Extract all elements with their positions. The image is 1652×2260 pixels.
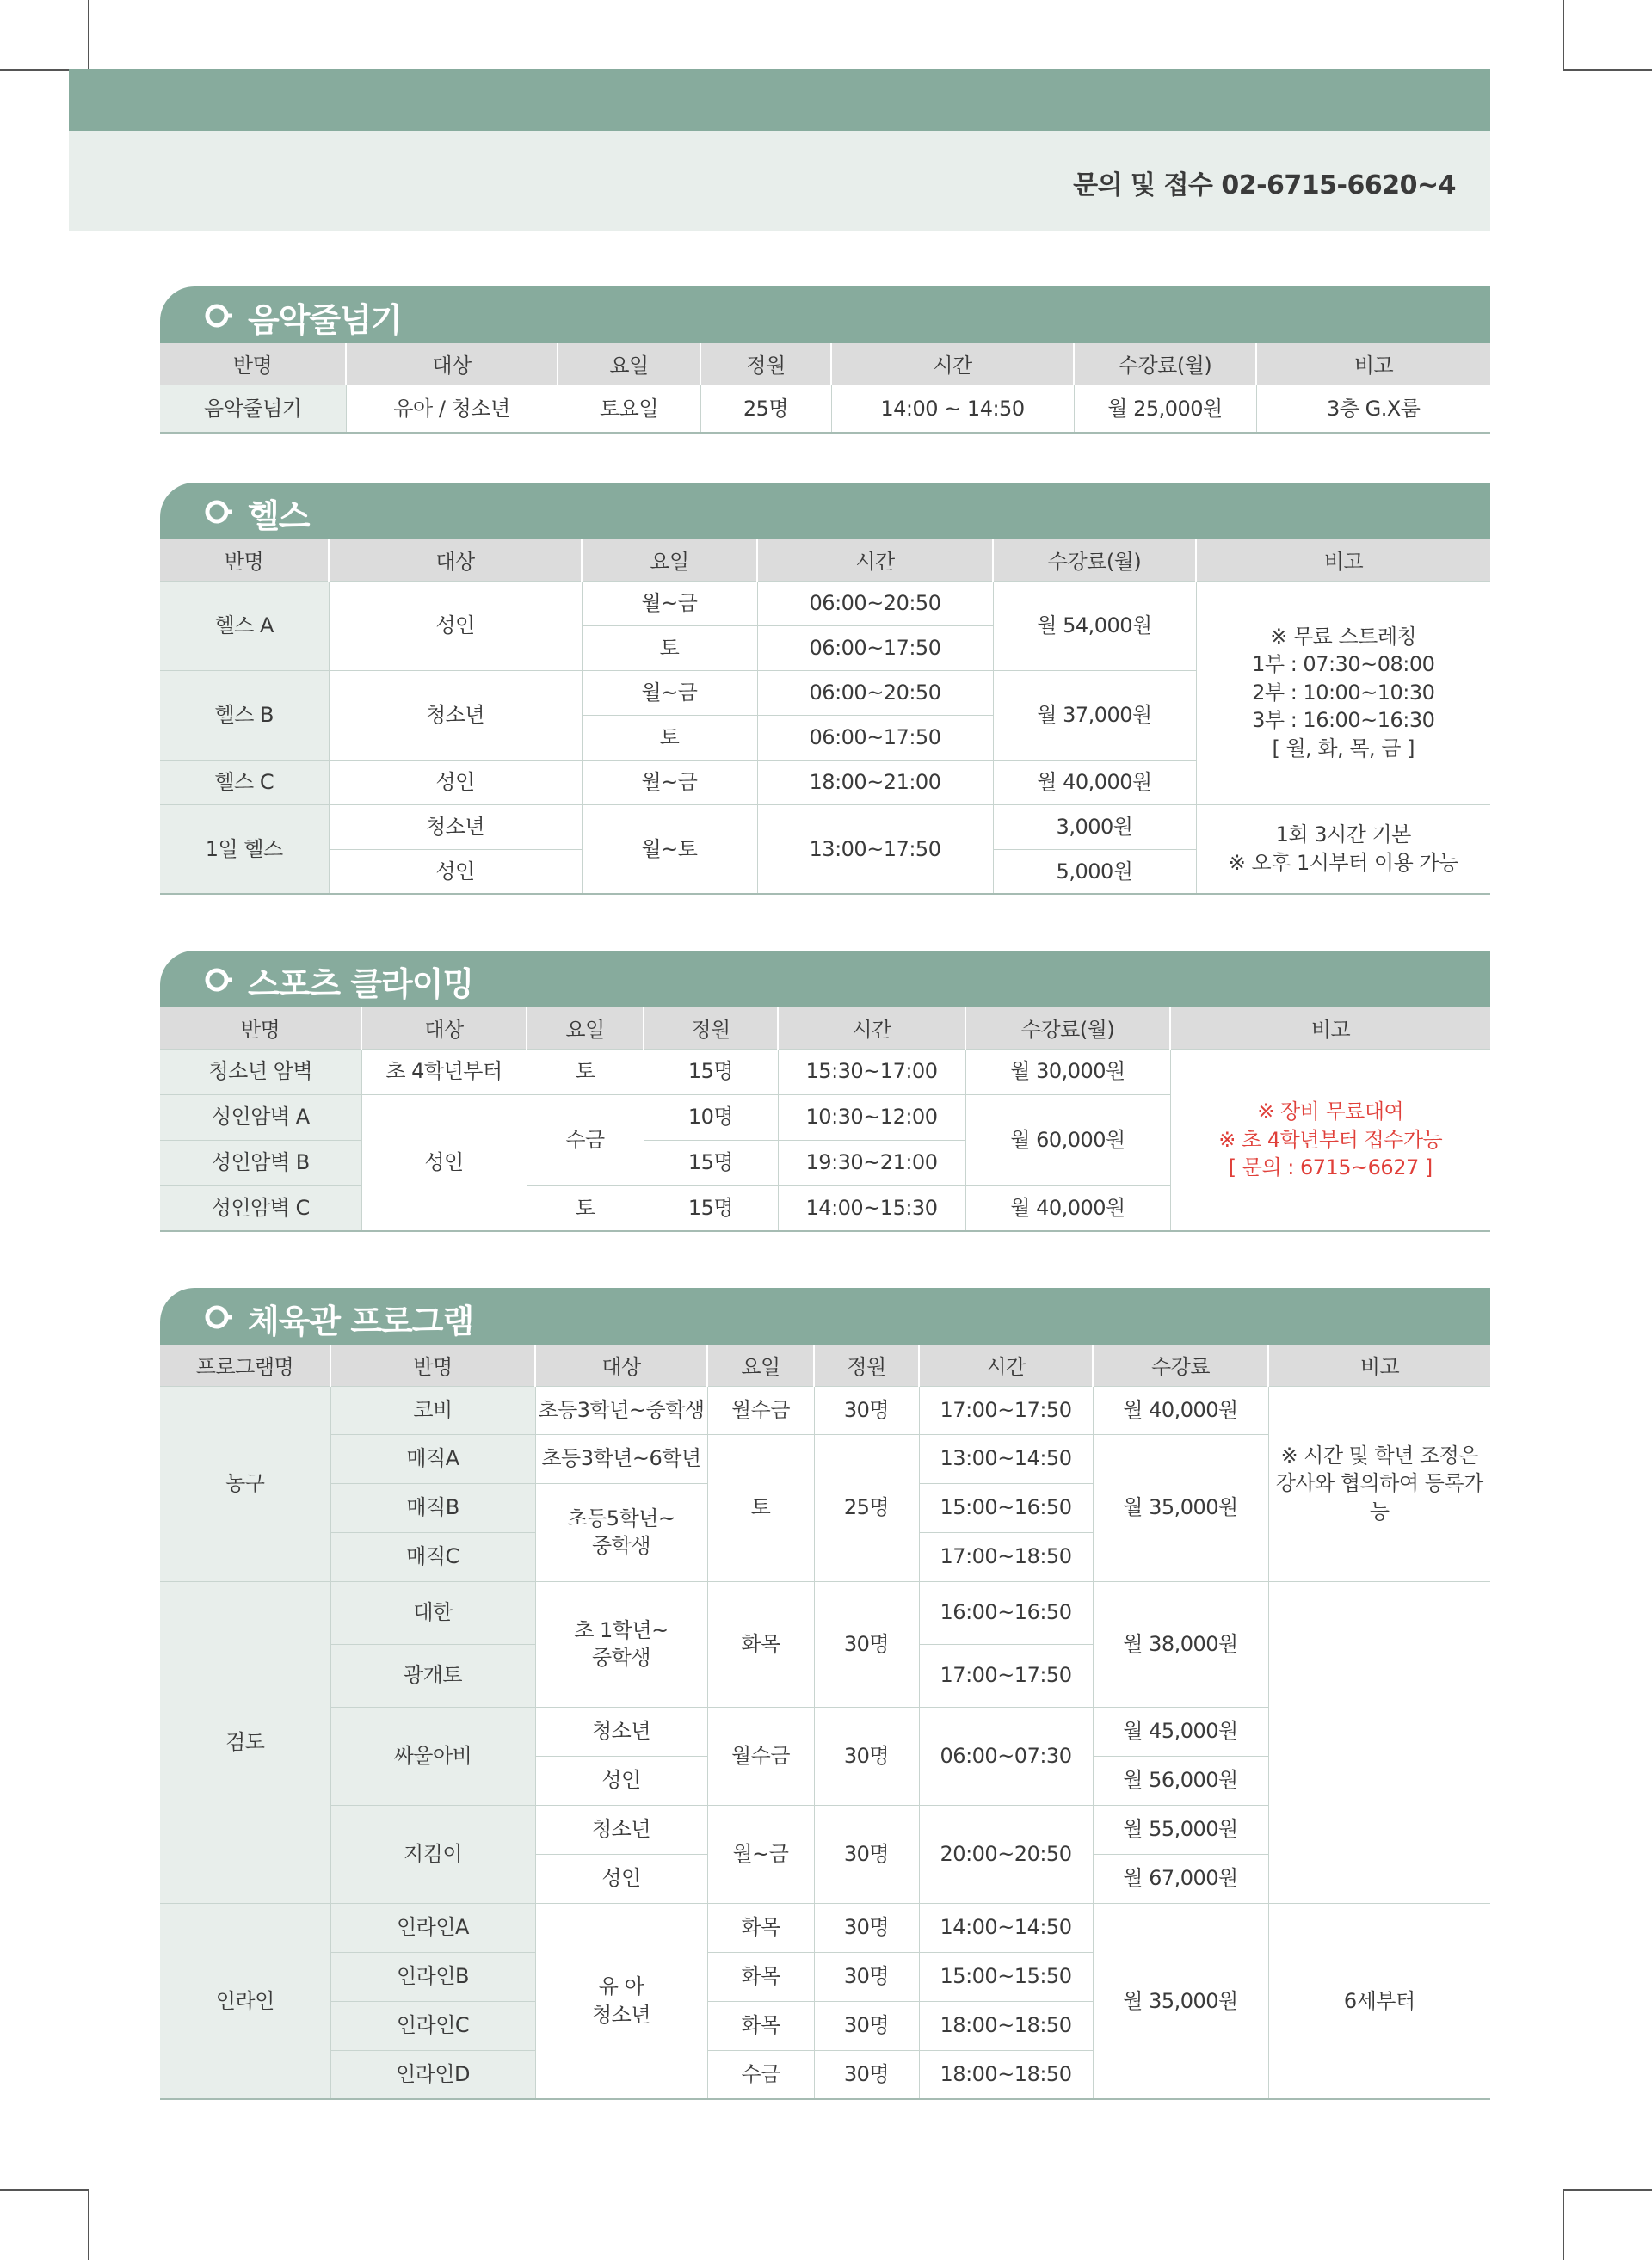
oneday-note xyxy=(1196,804,1490,894)
note-line: ※ 초 4학년부터 접수가능 xyxy=(1218,1127,1443,1152)
class-name: 광개토 xyxy=(330,1644,535,1707)
fee: 월 67,000원 xyxy=(1093,1854,1268,1903)
capacity: 30명 xyxy=(814,1707,919,1805)
target: 성인 xyxy=(329,581,582,670)
note-line: ※ 오후 1시부터 이용 가능 xyxy=(1228,850,1458,875)
class-name: 매직C xyxy=(330,1532,535,1581)
program-name: 농구 xyxy=(160,1386,330,1581)
note-line: ※ 시간 및 학년 조정은 xyxy=(1280,1443,1479,1468)
capacity: 15명 xyxy=(644,1185,778,1231)
day: 월~금 xyxy=(582,760,757,804)
section-title: 체육관 프로그램 xyxy=(248,1302,474,1340)
time: 18:00~18:50 xyxy=(919,2050,1093,2099)
crop-mark xyxy=(1563,2189,1564,2260)
header-cell: 시간 xyxy=(757,539,993,581)
time: 14:00~14:50 xyxy=(919,1903,1093,1952)
target: 초 4학년부터 xyxy=(361,1049,527,1094)
day: 화목 xyxy=(707,1903,814,1952)
header-cell: 수강료 xyxy=(1093,1345,1268,1386)
time: 17:00~17:50 xyxy=(919,1386,1093,1434)
target-line: 중학생 xyxy=(591,1534,651,1558)
crop-mark xyxy=(88,2189,89,2260)
climbing-table xyxy=(160,1007,1490,1232)
kendo-note xyxy=(1268,1581,1490,1903)
note-line: 강사와 협의하여 등록가능 xyxy=(1275,1471,1483,1524)
capacity: 30명 xyxy=(814,2001,919,2050)
circle-arrow-icon xyxy=(205,1303,232,1331)
time: 15:30~17:00 xyxy=(778,1049,965,1094)
header-cell: 정원 xyxy=(814,1345,919,1386)
header-cell: 요일 xyxy=(558,343,700,385)
header-cell: 요일 xyxy=(582,539,757,581)
header-cell: 수강료(월) xyxy=(1074,343,1256,385)
capacity: 10명 xyxy=(644,1094,778,1140)
header-cell: 반명 xyxy=(160,539,329,581)
section-jumprope xyxy=(160,286,1490,434)
capacity: 30명 xyxy=(814,1952,919,2001)
header-cell: 시간 xyxy=(831,343,1074,385)
table-row xyxy=(160,1903,1490,1952)
crop-mark xyxy=(0,2189,89,2191)
time: 17:00~17:50 xyxy=(919,1644,1093,1707)
target-line: 중학생 xyxy=(591,1646,651,1670)
circle-arrow-icon xyxy=(205,498,232,526)
target xyxy=(535,1903,707,2099)
table-header-row xyxy=(160,539,1490,581)
time: 15:00~16:50 xyxy=(919,1483,1093,1532)
target: 청소년 xyxy=(535,1805,707,1854)
target xyxy=(535,1483,707,1581)
class-name: 헬스 A xyxy=(160,581,329,670)
time: 17:00~18:50 xyxy=(919,1532,1093,1581)
header-cell: 비고 xyxy=(1268,1345,1490,1386)
time: 06:00~17:50 xyxy=(757,715,993,760)
basketball-note xyxy=(1268,1386,1490,1581)
table-row xyxy=(160,1386,1490,1434)
target-line: 유 아 xyxy=(598,1974,644,1999)
time: 13:00~14:50 xyxy=(919,1434,1093,1483)
day: 토 xyxy=(707,1434,814,1581)
fee: 월 37,000원 xyxy=(993,670,1196,760)
table-header-row xyxy=(160,1345,1490,1386)
crop-mark xyxy=(88,0,89,71)
day: 수금 xyxy=(527,1094,644,1185)
capacity: 30명 xyxy=(814,1903,919,1952)
class-name: 헬스 C xyxy=(160,760,329,804)
header-cell: 비고 xyxy=(1170,1007,1490,1049)
fee: 월 54,000원 xyxy=(993,581,1196,670)
header-cell: 정원 xyxy=(700,343,831,385)
note-line: [ 월, 화, 목, 금 ] xyxy=(1272,736,1415,761)
header-cell: 반명 xyxy=(160,343,346,385)
note-line: ※ 장비 무료대여 xyxy=(1257,1099,1404,1124)
capacity: 30명 xyxy=(814,1581,919,1707)
class-name: 인라인B xyxy=(330,1952,535,2001)
note-line: ※ 무료 스트레칭 xyxy=(1270,625,1417,650)
class-name: 인라인C xyxy=(330,2001,535,2050)
target-line: 초 1학년~ xyxy=(574,1617,669,1642)
fee: 월 35,000원 xyxy=(1093,1903,1268,2099)
target: 성인 xyxy=(329,849,582,894)
table-row xyxy=(160,804,1490,849)
crop-mark xyxy=(1563,2189,1652,2191)
target: 성인 xyxy=(361,1094,527,1231)
time: 06:00~20:50 xyxy=(757,670,993,715)
time: 15:00~15:50 xyxy=(919,1952,1093,2001)
section-fitness xyxy=(160,483,1490,895)
day: 수금 xyxy=(707,2050,814,2099)
note-line: 1회 3시간 기본 xyxy=(1275,822,1411,847)
table-row xyxy=(160,1581,1490,1644)
time: 14:00 ~ 14:50 xyxy=(831,385,1074,433)
header-cell: 대상 xyxy=(346,343,558,385)
header-cell: 대상 xyxy=(361,1007,527,1049)
class-name: 인라인A xyxy=(330,1903,535,1952)
time: 18:00~18:50 xyxy=(919,2001,1093,2050)
capacity: 15명 xyxy=(644,1140,778,1185)
program-name: 인라인 xyxy=(160,1903,330,2099)
day: 월수금 xyxy=(707,1386,814,1434)
target xyxy=(535,1581,707,1707)
header-band xyxy=(69,69,1490,131)
header-cell: 대상 xyxy=(535,1345,707,1386)
header-cell: 대상 xyxy=(329,539,582,581)
header-cell: 반명 xyxy=(160,1007,361,1049)
capacity: 25명 xyxy=(700,385,831,433)
table-row xyxy=(160,385,1490,433)
class-name: 음악줄넘기 xyxy=(160,385,346,433)
section-title: 헬스 xyxy=(248,497,310,535)
header-cell: 시간 xyxy=(919,1345,1093,1386)
section-header xyxy=(160,483,1490,539)
table-header-row xyxy=(160,1007,1490,1049)
time: 20:00~20:50 xyxy=(919,1805,1093,1903)
class-name: 청소년 암벽 xyxy=(160,1049,361,1094)
note: 3층 G.X룸 xyxy=(1256,385,1490,433)
header-cell: 수강료(월) xyxy=(965,1007,1170,1049)
target: 초등3학년~6학년 xyxy=(535,1434,707,1483)
header-cell: 요일 xyxy=(707,1345,814,1386)
class-name: 성인암벽 C xyxy=(160,1185,361,1231)
target-line: 초등5학년~ xyxy=(567,1506,675,1530)
climbing-note xyxy=(1170,1049,1490,1231)
program-name: 검도 xyxy=(160,1581,330,1903)
fee: 5,000원 xyxy=(993,849,1196,894)
fee: 월 55,000원 xyxy=(1093,1805,1268,1854)
header-cell: 시간 xyxy=(778,1007,965,1049)
fee: 월 35,000원 xyxy=(1093,1434,1268,1581)
capacity: 25명 xyxy=(814,1434,919,1581)
note-line: 1부 : 07:30~08:00 xyxy=(1252,652,1435,677)
day: 월~금 xyxy=(707,1805,814,1903)
time: 10:30~12:00 xyxy=(778,1094,965,1140)
class-name: 싸울아비 xyxy=(330,1707,535,1805)
target: 유아 / 청소년 xyxy=(346,385,558,433)
crop-mark xyxy=(1563,69,1652,71)
table-row xyxy=(160,1049,1490,1094)
section-title: 음악줄넘기 xyxy=(248,301,402,339)
header-cell: 수강료(월) xyxy=(993,539,1196,581)
section-header xyxy=(160,1288,1490,1345)
day: 월~금 xyxy=(582,581,757,625)
header-cell: 요일 xyxy=(527,1007,644,1049)
fee: 월 56,000원 xyxy=(1093,1756,1268,1805)
crop-mark xyxy=(1563,0,1564,71)
fee: 월 30,000원 xyxy=(965,1049,1170,1094)
header-cell: 반명 xyxy=(330,1345,535,1386)
gym-table xyxy=(160,1345,1490,2100)
day: 화목 xyxy=(707,1952,814,2001)
class-name: 지킴이 xyxy=(330,1805,535,1903)
fee: 월 40,000원 xyxy=(993,760,1196,804)
time: 18:00~21:00 xyxy=(757,760,993,804)
fee: 월 60,000원 xyxy=(965,1094,1170,1185)
class-name: 헬스 B xyxy=(160,670,329,760)
class-name: 성인암벽 B xyxy=(160,1140,361,1185)
day: 토 xyxy=(527,1185,644,1231)
section-title: 스포츠 클라이밍 xyxy=(248,965,474,1003)
class-name: 매직B xyxy=(330,1483,535,1532)
fee: 월 45,000원 xyxy=(1093,1707,1268,1756)
target: 청소년 xyxy=(329,670,582,760)
header-cell: 프로그램명 xyxy=(160,1345,330,1386)
time: 16:00~16:50 xyxy=(919,1581,1093,1644)
day: 토 xyxy=(527,1049,644,1094)
class-name: 인라인D xyxy=(330,2050,535,2099)
time: 14:00~15:30 xyxy=(778,1185,965,1231)
capacity: 30명 xyxy=(814,2050,919,2099)
target: 초등3학년~중학생 xyxy=(535,1386,707,1434)
day: 화목 xyxy=(707,2001,814,2050)
fitness-table xyxy=(160,539,1490,895)
day: 월~토 xyxy=(582,804,757,894)
class-name: 매직A xyxy=(330,1434,535,1483)
target: 성인 xyxy=(329,760,582,804)
class-name: 대한 xyxy=(330,1581,535,1644)
header-cell: 비고 xyxy=(1256,343,1490,385)
day: 월수금 xyxy=(707,1707,814,1805)
circle-arrow-icon xyxy=(205,302,232,329)
note: 6세부터 xyxy=(1268,1903,1490,2099)
time: 19:30~21:00 xyxy=(778,1140,965,1185)
note-line: 2부 : 10:00~10:30 xyxy=(1252,680,1435,705)
header-cell: 정원 xyxy=(644,1007,778,1049)
day: 화목 xyxy=(707,1581,814,1707)
day: 토 xyxy=(582,625,757,670)
time: 06:00~17:50 xyxy=(757,625,993,670)
section-header xyxy=(160,951,1490,1007)
fee: 월 38,000원 xyxy=(1093,1581,1268,1707)
section-header xyxy=(160,286,1490,343)
target: 성인 xyxy=(535,1854,707,1903)
time: 06:00~20:50 xyxy=(757,581,993,625)
target: 성인 xyxy=(535,1756,707,1805)
contact-band xyxy=(69,131,1490,231)
capacity: 15명 xyxy=(644,1049,778,1094)
note-line: 3부 : 16:00~16:30 xyxy=(1252,708,1435,733)
fee: 월 40,000원 xyxy=(1093,1386,1268,1434)
section-gym xyxy=(160,1288,1490,2100)
day: 토요일 xyxy=(558,385,700,433)
day: 월~금 xyxy=(582,670,757,715)
jumprope-table xyxy=(160,343,1490,434)
section-climbing xyxy=(160,951,1490,1232)
capacity: 30명 xyxy=(814,1386,919,1434)
note-line: [ 문의 : 6715~6627 ] xyxy=(1228,1155,1433,1179)
target-line: 청소년 xyxy=(591,2002,651,2027)
time: 06:00~07:30 xyxy=(919,1707,1093,1805)
class-name: 성인암벽 A xyxy=(160,1094,361,1140)
target: 청소년 xyxy=(329,804,582,849)
time: 13:00~17:50 xyxy=(757,804,993,894)
header-cell: 비고 xyxy=(1196,539,1490,581)
target: 청소년 xyxy=(535,1707,707,1756)
circle-arrow-icon xyxy=(205,966,232,994)
capacity: 30명 xyxy=(814,1805,919,1903)
table-header-row xyxy=(160,343,1490,385)
class-name: 코비 xyxy=(330,1386,535,1434)
class-name: 1일 헬스 xyxy=(160,804,329,894)
contact-info: 문의 및 접수 02-6715-6620~4 xyxy=(1073,170,1456,200)
fee: 월 25,000원 xyxy=(1074,385,1256,433)
day: 토 xyxy=(582,715,757,760)
stretching-note xyxy=(1196,581,1490,804)
fee: 월 40,000원 xyxy=(965,1185,1170,1231)
table-row xyxy=(160,581,1490,625)
fee: 3,000원 xyxy=(993,804,1196,849)
